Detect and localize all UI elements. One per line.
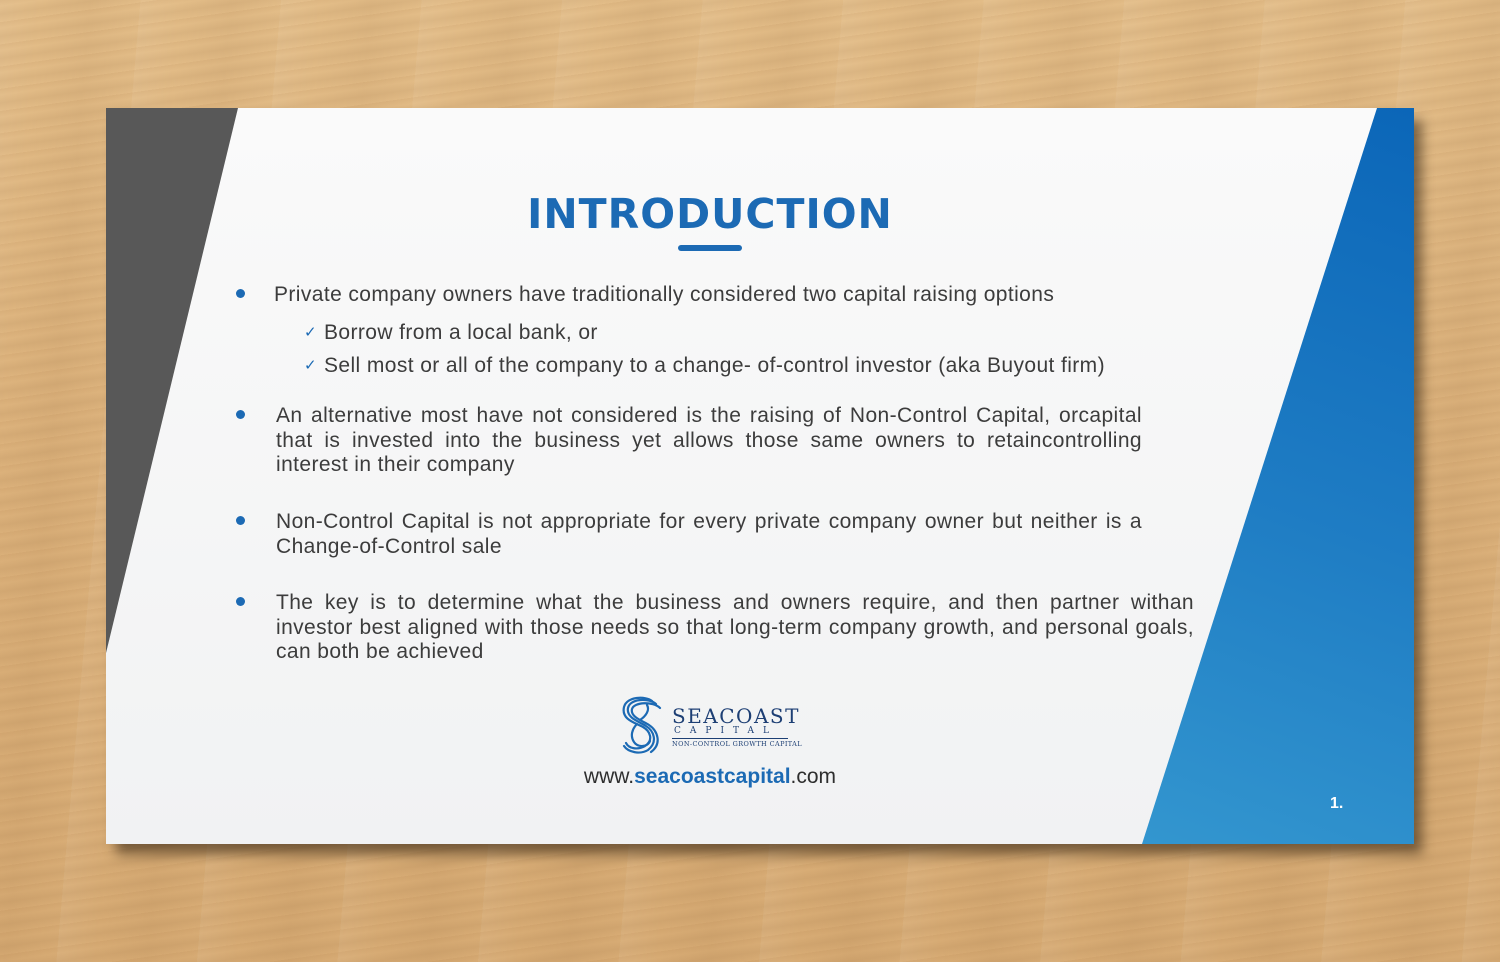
check-icon: ✓	[304, 323, 317, 341]
right-blue-band	[1142, 108, 1414, 844]
slide-title: INTRODUCTION	[527, 190, 893, 238]
bullet-text: Non-Control Capital is not appropriate for every private company owner but neither is a Change-of-Control sale	[276, 510, 1142, 558]
logo-name: SEACOAST	[672, 704, 800, 728]
bullet-dot-icon	[236, 597, 245, 606]
logo-divider	[672, 738, 788, 739]
logo-tagline: NON-CONTROL GROWTH CAPITAL	[672, 740, 802, 748]
seacoast-s-mark-icon	[620, 696, 666, 756]
page-number: 1.	[1330, 795, 1344, 812]
sub-item-text: Borrow from a local bank, or	[324, 321, 598, 344]
logo-subname: CAPITAL	[674, 726, 778, 736]
bullet-text: Private company owners have traditionally considered two capital raising options	[274, 283, 1055, 306]
title-underline	[678, 245, 742, 251]
website-domain: seacoastcapital	[634, 765, 791, 788]
website-url[interactable]	[510, 765, 910, 789]
website-suffix: .com	[790, 765, 837, 788]
slide	[106, 108, 1414, 844]
sub-item-text: Sell most or all of the company to a change- of-control investor (aka Buyout firm)	[324, 354, 1105, 377]
sub-item	[304, 354, 1105, 378]
bullet-dot-icon	[236, 410, 245, 419]
seacoast-logo	[620, 696, 800, 758]
left-gray-band	[106, 108, 238, 653]
check-icon: ✓	[304, 356, 317, 374]
bullet-dot-icon	[236, 289, 245, 298]
bullet-text: The key is to determine what the business and owners require, and then partner withan investor best aligned with those needs so that long-term company growth, and personal goals, can both be achieved	[276, 591, 1194, 663]
sub-item	[304, 321, 598, 345]
bullet-dot-icon	[236, 516, 245, 525]
bullet-text: An alternative most have not considered is the raising of Non-Control Capital, orcapital that is invested into the business yet allows those same owners to retaincontrolling interest in their company	[276, 404, 1142, 476]
website-prefix: www.	[583, 765, 635, 788]
